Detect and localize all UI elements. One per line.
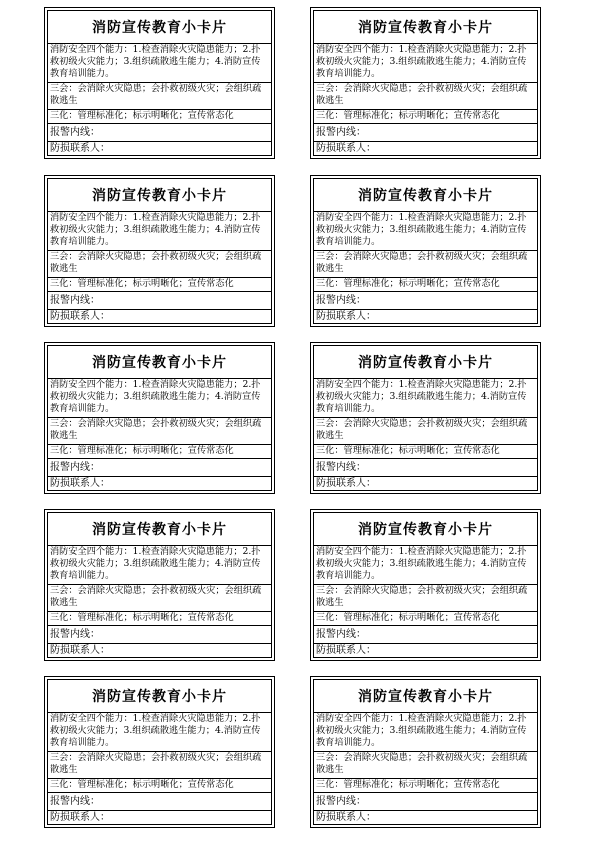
four-abilities-text: 消防安全四个能力：1.检查消除火灾隐患能力；2.扑救初级火灾能力；3.组织疏散逃生能力；4.消防宣传教育培训能力。: [314, 212, 537, 251]
card-inner-frame: [313, 10, 538, 156]
loss-prevention-contact-label: 防损联系人：: [316, 644, 376, 656]
three-standards-text: 三化：管理标准化；标示明晰化；宣传常态化: [48, 445, 271, 459]
fire-education-card-r4-c2: [310, 509, 541, 661]
loss-prevention-contact-label: 防损联系人：: [50, 811, 110, 823]
card-inner-frame: [313, 679, 538, 825]
card-title: 消防宣传教育小卡片: [48, 680, 271, 713]
card-title: 消防宣传教育小卡片: [48, 513, 271, 546]
three-can-text: 三会：会消除火灾隐患；会扑救初级火灾；会组织疏散逃生: [314, 585, 537, 612]
card-inner-frame: [47, 178, 272, 324]
card-inner-frame: [47, 10, 272, 156]
four-abilities-text: 消防安全四个能力：1.检查消除火灾隐患能力；2.扑救初级火灾能力；3.组织疏散逃生能力；4.消防宣传教育培训能力。: [48, 546, 271, 585]
card-title: 消防宣传教育小卡片: [314, 11, 537, 44]
fire-education-card-r1-c1: [44, 7, 275, 159]
card-inner-frame: [47, 512, 272, 658]
four-abilities-text: 消防安全四个能力：1.检查消除火灾隐患能力；2.扑救初级火灾能力；3.组织疏散逃生能力；4.消防宣传教育培训能力。: [314, 44, 537, 83]
three-can-text: 三会：会消除火灾隐患；会扑救初级火灾；会组织疏散逃生: [314, 752, 537, 779]
card-inner-frame: [47, 345, 272, 491]
card-inner-frame: [313, 512, 538, 658]
loss-prevention-contact-label: 防损联系人：: [50, 644, 110, 656]
card-title: 消防宣传教育小卡片: [48, 11, 271, 44]
three-can-text: 三会：会消除火灾隐患；会扑救初级火灾；会组织疏散逃生: [48, 752, 271, 779]
three-standards-text: 三化：管理标准化；标示明晰化；宣传常态化: [314, 278, 537, 292]
loss-prevention-contact-label: 防损联系人：: [50, 142, 110, 154]
alarm-line-label: 报警内线：: [314, 292, 537, 310]
four-abilities-text: 消防安全四个能力：1.检查消除火灾隐患能力；2.扑救初级火灾能力；3.组织疏散逃生能力；4.消防宣传教育培训能力。: [314, 546, 537, 585]
four-abilities-text: 消防安全四个能力：1.检查消除火灾隐患能力；2.扑救初级火灾能力；3.组织疏散逃生能力；4.消防宣传教育培训能力。: [48, 713, 271, 752]
card-title: 消防宣传教育小卡片: [48, 179, 271, 212]
card-title: 消防宣传教育小卡片: [314, 179, 537, 212]
three-can-text: 三会：会消除火灾隐患；会扑救初级火灾；会组织疏散逃生: [314, 251, 537, 278]
three-can-text: 三会：会消除火灾隐患；会扑救初级火灾；会组织疏散逃生: [314, 83, 537, 110]
four-abilities-text: 消防安全四个能力：1.检查消除火灾隐患能力；2.扑救初级火灾能力；3.组织疏散逃生能力；4.消防宣传教育培训能力。: [48, 44, 271, 83]
alarm-line-label: 报警内线：: [314, 793, 537, 811]
three-can-text: 三会：会消除火灾隐患；会扑救初级火灾；会组织疏散逃生: [48, 83, 271, 110]
four-abilities-text: 消防安全四个能力：1.检查消除火灾隐患能力；2.扑救初级火灾能力；3.组织疏散逃生能力；4.消防宣传教育培训能力。: [48, 379, 271, 418]
loss-prevention-contact-label: 防损联系人：: [50, 310, 110, 322]
card-inner-frame: [313, 178, 538, 324]
three-can-text: 三会：会消除火灾隐患；会扑救初级火灾；会组织疏散逃生: [48, 251, 271, 278]
card-title: 消防宣传教育小卡片: [314, 346, 537, 379]
three-can-text: 三会：会消除火灾隐患；会扑救初级火灾；会组织疏散逃生: [48, 585, 271, 612]
three-standards-text: 三化：管理标准化；标示明晰化；宣传常态化: [314, 110, 537, 124]
four-abilities-text: 消防安全四个能力：1.检查消除火灾隐患能力；2.扑救初级火灾能力；3.组织疏散逃生能力；4.消防宣传教育培训能力。: [48, 212, 271, 251]
loss-prevention-contact-label: 防损联系人：: [316, 142, 376, 154]
three-standards-text: 三化：管理标准化；标示明晰化；宣传常态化: [48, 612, 271, 626]
alarm-line-label: 报警内线：: [48, 292, 271, 310]
card-title: 消防宣传教育小卡片: [48, 346, 271, 379]
loss-prevention-contact-label: 防损联系人：: [50, 477, 110, 489]
alarm-line-label: 报警内线：: [48, 626, 271, 644]
fire-education-card-r3-c1: [44, 342, 275, 494]
fire-education-card-r2-c1: [44, 175, 275, 327]
alarm-line-label: 报警内线：: [314, 626, 537, 644]
alarm-line-label: 报警内线：: [314, 459, 537, 477]
three-standards-text: 三化：管理标准化；标示明晰化；宣传常态化: [48, 278, 271, 292]
three-standards-text: 三化：管理标准化；标示明晰化；宣传常态化: [48, 110, 271, 124]
alarm-line-label: 报警内线：: [48, 793, 271, 811]
card-title: 消防宣传教育小卡片: [314, 513, 537, 546]
alarm-line-label: 报警内线：: [48, 459, 271, 477]
fire-education-card-r4-c1: [44, 509, 275, 661]
fire-education-card-r2-c2: [310, 175, 541, 327]
loss-prevention-contact-label: 防损联系人：: [316, 811, 376, 823]
fire-education-card-r5-c2: [310, 676, 541, 828]
three-can-text: 三会：会消除火灾隐患；会扑救初级火灾；会组织疏散逃生: [48, 418, 271, 445]
three-standards-text: 三化：管理标准化；标示明晰化；宣传常态化: [48, 779, 271, 793]
four-abilities-text: 消防安全四个能力：1.检查消除火灾隐患能力；2.扑救初级火灾能力；3.组织疏散逃生能力；4.消防宣传教育培训能力。: [314, 713, 537, 752]
card-inner-frame: [47, 679, 272, 825]
fire-education-card-r3-c2: [310, 342, 541, 494]
three-standards-text: 三化：管理标准化；标示明晰化；宣传常态化: [314, 779, 537, 793]
alarm-line-label: 报警内线：: [48, 124, 271, 142]
loss-prevention-contact-label: 防损联系人：: [316, 477, 376, 489]
three-can-text: 三会：会消除火灾隐患；会扑救初级火灾；会组织疏散逃生: [314, 418, 537, 445]
alarm-line-label: 报警内线：: [314, 124, 537, 142]
card-inner-frame: [313, 345, 538, 491]
loss-prevention-contact-label: 防损联系人：: [316, 310, 376, 322]
three-standards-text: 三化：管理标准化；标示明晰化；宣传常态化: [314, 612, 537, 626]
three-standards-text: 三化：管理标准化；标示明晰化；宣传常态化: [314, 445, 537, 459]
fire-education-card-r1-c2: [310, 7, 541, 159]
four-abilities-text: 消防安全四个能力：1.检查消除火灾隐患能力；2.扑救初级火灾能力；3.组织疏散逃生能力；4.消防宣传教育培训能力。: [314, 379, 537, 418]
card-title: 消防宣传教育小卡片: [314, 680, 537, 713]
fire-education-card-r5-c1: [44, 676, 275, 828]
